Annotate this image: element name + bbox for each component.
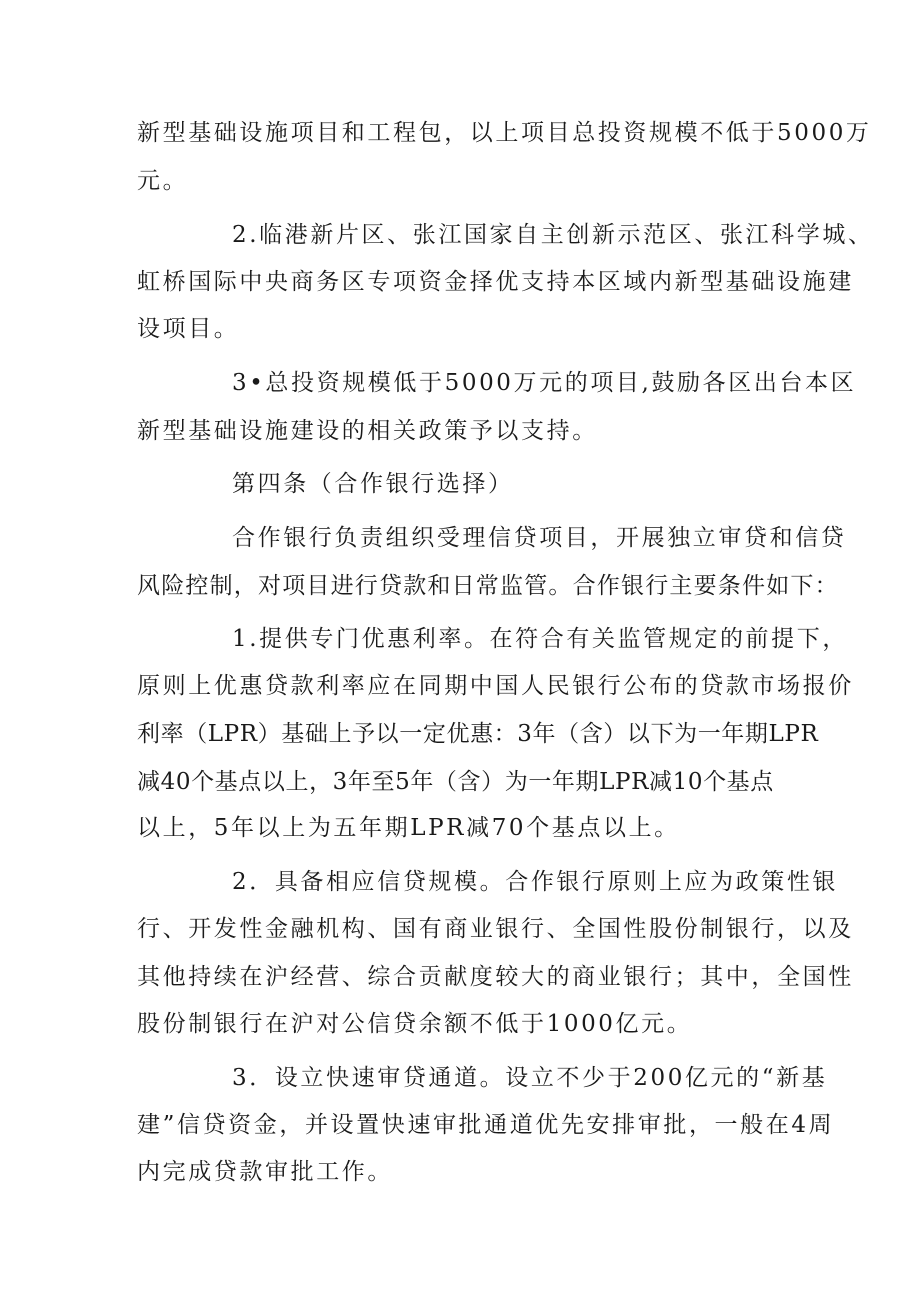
section-heading: 第四条（合作银行选择） (232, 471, 514, 497)
text-line-15: 以上，5年以上为五年期LPR减70个基点以上。 (137, 815, 680, 841)
text-line-12: 原则上优惠贷款利率应在同期中国人民银行公布的贷款市场报价 (137, 673, 854, 699)
text-line-7: 新型基础设施建设的相关政策予以支持。 (137, 418, 598, 444)
text-line-11: 1.提供专门优惠利率。在符合有关监管规定的前提下， (232, 626, 848, 652)
text-line-13: 利率（LPR）基础上予以一定优惠：3年（含）以下为一年期LPR (137, 721, 819, 747)
text-line-3: 2.临港新片区、张江国家自主创新示范区、张江科学城、 (232, 222, 874, 248)
text-line-16: 2．具备相应信贷规模。合作银行原则上应为政策性银 (232, 869, 839, 895)
text-line-2: 元。 (137, 168, 189, 194)
text-line-17: 行、开发性金融机构、国有商业银行、全国性股份制银行，以及 (137, 916, 854, 942)
text-line-10: 风险控制，对项目进行贷款和日常监管。合作银行主要条件如下： (137, 573, 839, 599)
text-line-1: 新型基础设施项目和工程包，以上项目总投资规模不低于5000万 (137, 120, 872, 146)
text-line-21: 建”信贷资金，并设置快速审批通道优先安排审批，一般在4周 (137, 1112, 835, 1138)
text-line-22: 内完成贷款审批工作。 (137, 1159, 393, 1185)
text-line-19: 股份制银行在沪对公信贷余额不低于1000亿元。 (137, 1011, 693, 1037)
text-line-18: 其他持续在沪经营、综合贡献度较大的商业银行；其中，全国性 (137, 964, 854, 990)
text-line-9: 合作银行负责组织受理信贷项目，开展独立审贷和信贷 (232, 525, 847, 551)
text-line-4: 虹桥国际中央商务区专项资金择优支持本区域内新型基础设施建 (137, 269, 854, 295)
text-line-20: 3．设立快速审贷通道。设立不少于200亿元的“新基 (232, 1065, 828, 1091)
text-line-6: 3•总投资规模低于5000万元的项目,鼓励各区出台本区 (232, 370, 857, 396)
text-line-14: 减40个基点以上，3年至5年（含）为一年期LPR减10个基点 (137, 769, 774, 795)
text-line-5: 设项目。 (137, 316, 240, 342)
